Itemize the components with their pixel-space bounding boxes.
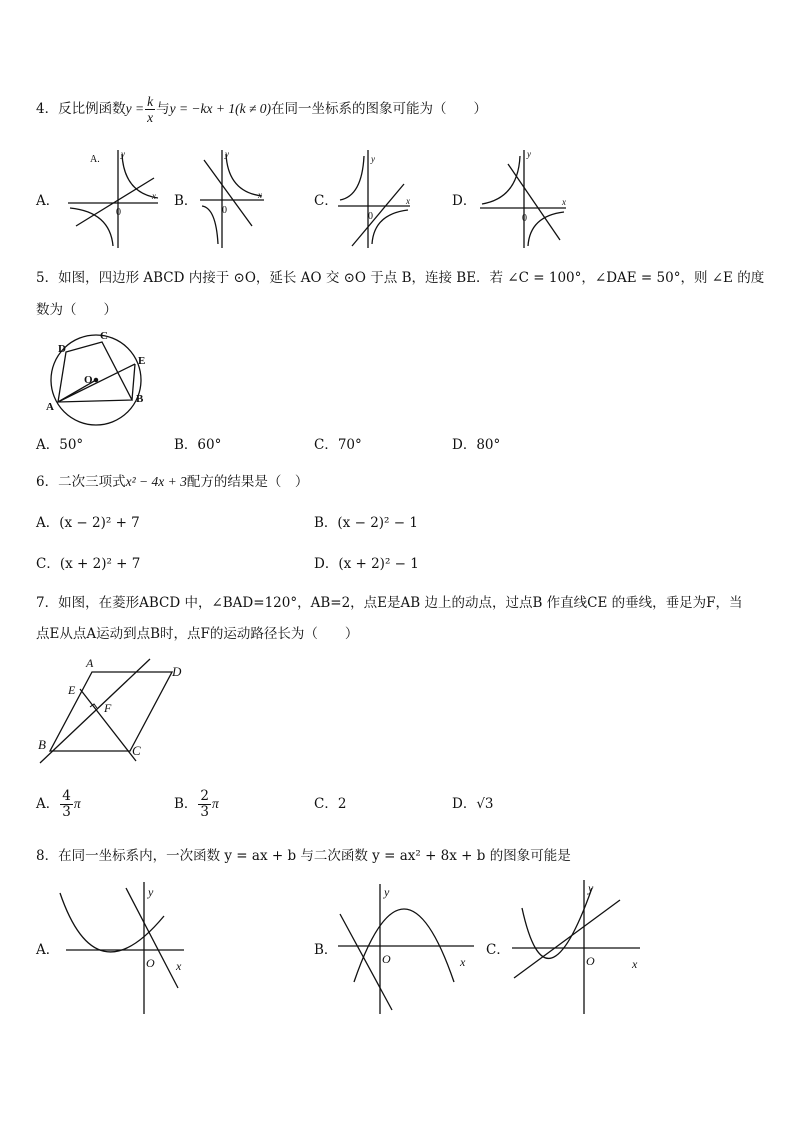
- origin-label: O: [586, 954, 595, 968]
- q5-option-d[interactable]: D．80°: [452, 437, 501, 453]
- q5-option-c[interactable]: C．70°: [314, 437, 362, 453]
- label-a: A: [46, 401, 54, 413]
- origin-label: 0: [522, 213, 527, 224]
- q8-stem: 8．在同一坐标系内，一次函数 y = ax + b 与二次函数 y = ax² + 8x + b 的图象可能是: [36, 848, 571, 864]
- q7-option-d-label: D．: [452, 796, 477, 812]
- q7-option-c-label: C．: [314, 796, 338, 812]
- label-c: C: [100, 330, 108, 342]
- q7-stem-cont: 点E从点A运动到点B时，点F的运动路径长为（ ）: [36, 626, 359, 642]
- q4-figA-tag: A.: [90, 154, 100, 165]
- q7-option-c-value: 2: [337, 796, 347, 812]
- x-axis-label: x: [258, 190, 262, 200]
- q7-option-b-num: 2: [200, 788, 210, 804]
- origin-label: 0: [368, 211, 373, 222]
- line: [352, 184, 404, 246]
- q4-linear-expr: y = −kx + 1(k ≠ 0): [169, 101, 272, 116]
- q8-option-a-label[interactable]: A．: [36, 942, 60, 958]
- q7-option-a-fraction: [60, 789, 73, 820]
- y-axis-label: y: [148, 885, 154, 899]
- q7-option-d[interactable]: [452, 794, 494, 814]
- hyperbola-branch: [226, 154, 262, 196]
- q4-stem-mid: 与: [156, 101, 170, 117]
- x-axis-label: x: [632, 957, 638, 971]
- label-d: D: [58, 343, 66, 355]
- origin-label: O: [382, 952, 391, 966]
- x-axis-label: x: [152, 191, 156, 201]
- q8-option-b-label[interactable]: B．: [314, 942, 338, 958]
- hyperbola-branch: [340, 156, 364, 200]
- q5-stem: 5．如图，四边形 ABCD 内接于 ⊙O，延长 AO 交 ⊙O 于点 B，连接 BE．若 ∠C = 100°，∠DAE = 50°，则 ∠E 的度: [36, 270, 765, 286]
- label-a: A: [86, 656, 94, 670]
- q8-graph-c: [506, 878, 646, 1018]
- q4-frac-num: k: [147, 94, 154, 109]
- label-b: B: [38, 737, 46, 752]
- q8-graph-a: [60, 878, 200, 1018]
- q7-option-a-label: A．: [36, 796, 60, 812]
- q7-option-c[interactable]: [314, 794, 346, 814]
- y-axis-label: y: [225, 149, 229, 159]
- q4-y-eq: y =: [125, 101, 145, 116]
- center-point: [94, 378, 97, 381]
- q6-stem-prefix: 6．二次三项式: [36, 474, 126, 490]
- x-axis-label: x: [406, 196, 410, 206]
- q7-option-b-pi: π: [212, 796, 219, 811]
- line-ce: [80, 689, 136, 761]
- q7-option-a-num: 4: [62, 788, 71, 804]
- line: [514, 900, 620, 978]
- q6-option-a[interactable]: A．(x − 2)² + 7: [36, 515, 140, 531]
- label-c: C: [132, 743, 141, 758]
- q6-option-d[interactable]: D．(x + 2)² − 1: [314, 556, 419, 572]
- q4-option-a-label[interactable]: A．: [36, 193, 60, 209]
- q7-option-a-pi: π: [73, 796, 81, 811]
- line: [508, 164, 560, 240]
- segment-eb: [132, 364, 135, 400]
- q7-stem: 7．如图，在菱形ABCD 中，∠BAD=120°，AB=2，点E是AB 边上的动点，过点B 作直线CE 的垂线，垂足为F，当: [36, 595, 743, 611]
- q5-option-b[interactable]: B．60°: [174, 437, 222, 453]
- q4-graph-a: [66, 148, 166, 248]
- q7-option-d-value: √3: [476, 796, 494, 812]
- q4-fraction: [145, 94, 155, 125]
- y-axis-label: y: [384, 885, 390, 899]
- x-axis-label: x: [562, 197, 566, 207]
- y-axis-label: y: [588, 881, 594, 895]
- q4-option-d-label[interactable]: D．: [452, 193, 477, 209]
- origin-label: 0: [116, 207, 121, 218]
- q7-option-b-label: B．: [174, 796, 198, 812]
- q4-stem: [36, 94, 487, 125]
- hyperbola-branch: [202, 206, 218, 244]
- hyperbola-branch: [70, 208, 113, 246]
- q4-graph-b: [198, 148, 298, 248]
- q4-option-c-label[interactable]: C．: [314, 193, 338, 209]
- q4-stem-end: 在同一坐标系的图象可能为（ ）: [271, 101, 488, 117]
- q4-frac-den: x: [147, 110, 154, 125]
- q6-option-c[interactable]: C．(x + 2)² + 7: [36, 556, 141, 572]
- line: [76, 178, 154, 226]
- y-axis-label: y: [121, 149, 125, 159]
- hyperbola-branch: [482, 156, 520, 204]
- label-f: F: [104, 701, 112, 715]
- quadrilateral-abcd: [58, 342, 132, 402]
- label-b: B: [136, 393, 144, 405]
- q7-option-b[interactable]: [174, 787, 219, 821]
- q5-option-a[interactable]: A．50°: [36, 437, 84, 453]
- parabola: [60, 893, 164, 952]
- q8-option-c-label[interactable]: C．: [486, 942, 510, 958]
- y-axis-label: y: [371, 154, 375, 164]
- q5-stem-cont: 数为（ ）: [36, 302, 117, 318]
- origin-label: 0: [222, 205, 227, 216]
- q6-stem-end: 配方的结果是（ ）: [186, 474, 309, 490]
- label-e: E: [68, 683, 76, 697]
- label-e: E: [138, 355, 146, 367]
- q5-circle-figure: [44, 330, 154, 430]
- hyperbola-branch: [528, 212, 564, 246]
- q7-option-a-den: 3: [62, 804, 71, 820]
- x-axis-label: x: [460, 955, 466, 969]
- x-axis-label: x: [176, 959, 182, 973]
- label-d: D: [172, 664, 182, 679]
- q4-stem-prefix: 4．反比例函数: [36, 101, 126, 117]
- q8-graph-b: [334, 878, 484, 1018]
- y-axis-label: y: [527, 149, 531, 159]
- q6-stem: [36, 472, 308, 492]
- q4-option-b-label[interactable]: B．: [174, 193, 198, 209]
- q7-option-b-den: 3: [200, 804, 210, 820]
- q7-option-b-fraction: [198, 789, 211, 820]
- q7-rhombus-figure: [36, 655, 196, 765]
- label-o: O: [84, 374, 93, 386]
- q7-option-a[interactable]: [36, 787, 81, 821]
- q4-graph-c: [336, 148, 436, 248]
- origin-label: O: [146, 956, 155, 970]
- q4-graph-d: [478, 148, 578, 248]
- line: [126, 888, 178, 988]
- q6-expression: x² − 4x + 3: [125, 474, 187, 489]
- q6-option-b[interactable]: B．(x − 2)² − 1: [314, 515, 418, 531]
